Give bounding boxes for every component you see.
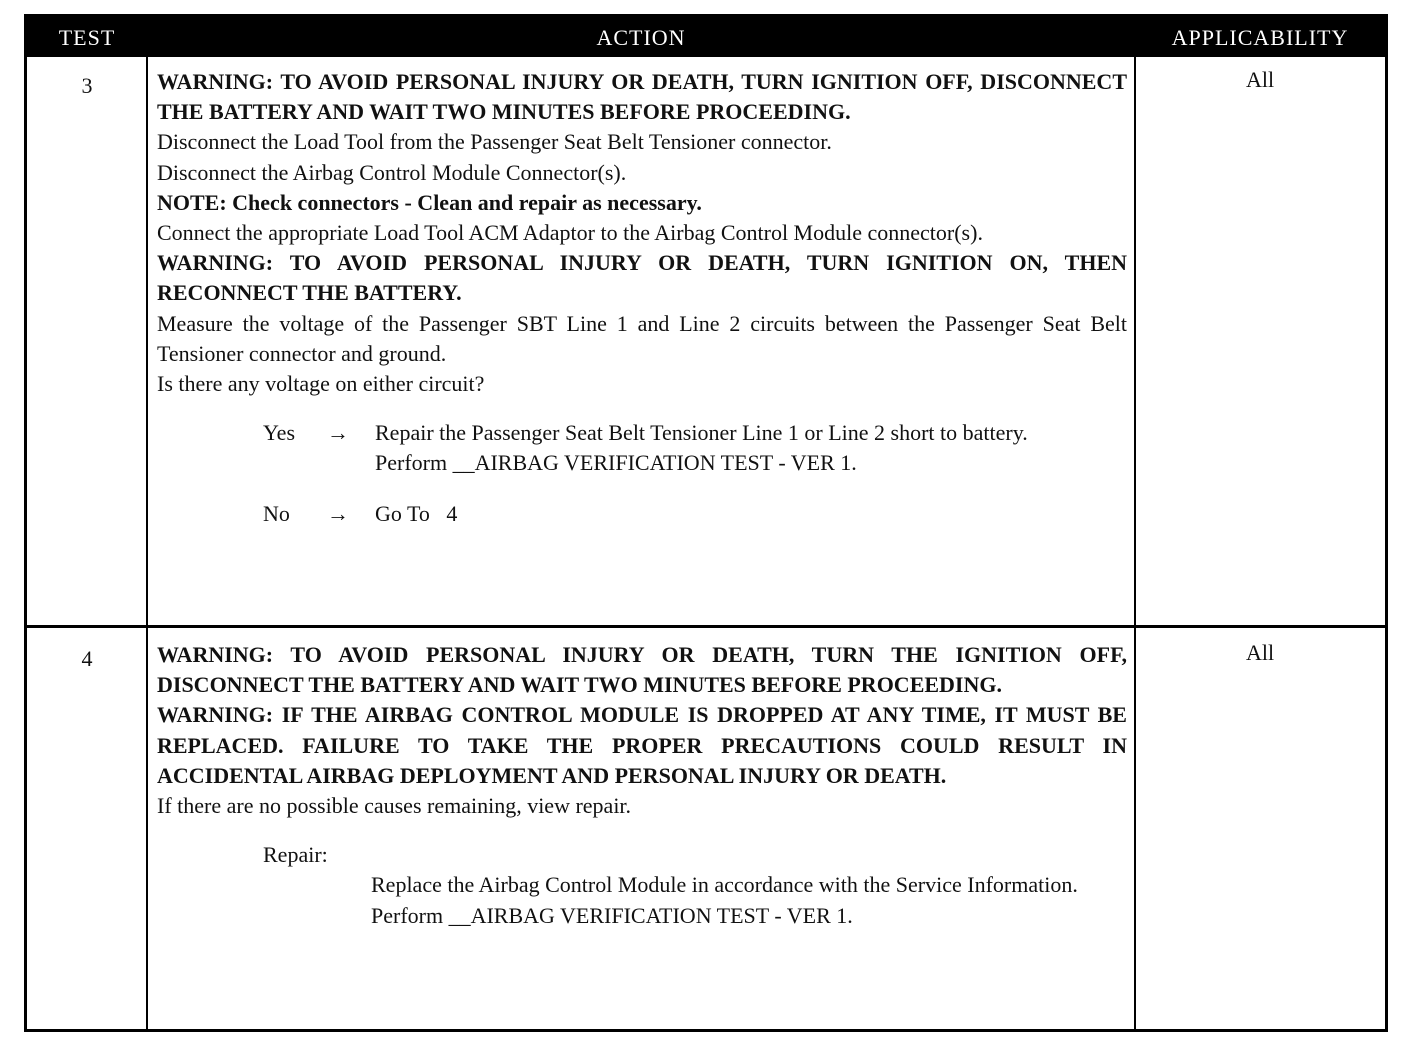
action-step: Disconnect the Airbag Control Module Connector(s). [157, 159, 627, 185]
applicability: All [1245, 67, 1275, 92]
right-arrow-icon: → [327, 420, 349, 446]
action-cell [157, 640, 1127, 931]
diagnostic-table [24, 14, 1388, 1032]
table-header [27, 17, 1385, 57]
question-text: Is there any voltage on either circuit? [157, 371, 485, 397]
action-step: Disconnect the Load Tool from the Passenger Seat Belt Tensioner connector. [157, 129, 832, 155]
header-applicability: APPLICABILITY [1171, 25, 1349, 50]
repair-action: Replace the Airbag Control Module in accordance with the Service Information. [371, 872, 1078, 898]
table-row [27, 57, 1385, 627]
action-step: If there are no possible causes remaining, view repair. [157, 793, 632, 819]
action-step: Connect the appropriate Load Tool ACM Adaptor to the Airbag Control Module connector(s). [157, 220, 983, 246]
header-action: ACTION [596, 25, 686, 50]
warning-text: WARNING: TO AVOID PERSONAL INJURY OR DEATH, TURN IGNITION ON, THEN RECONNECT THE BATTERY. [157, 250, 1127, 306]
repair-perform: Perform __AIRBAG VERIFICATION TEST - VER 1. [371, 902, 853, 928]
header-test: TEST [58, 25, 116, 50]
test-number: 3 [81, 73, 93, 98]
yes-label: Yes [263, 420, 296, 446]
warning-text: WARNING: IF THE AIRBAG CONTROL MODULE IS DROPPED AT ANY TIME, IT MUST BE REPLACED. FAILURE TO TAKE THE PROPER PRECAUTIONS COULD RESULT IN ACCIDENTAL AIRBAG DEPLOYMENT AND PERSONAL INJURY OR DEATH. [157, 702, 1127, 788]
applicability: All [1245, 640, 1275, 665]
row-divider [27, 625, 1385, 628]
repair-instructions [371, 870, 1127, 930]
no-action: Go To 4 [375, 500, 458, 526]
warning-text: WARNING: TO AVOID PERSONAL INJURY OR DEATH, TURN IGNITION OFF, DISCONNECT THE BATTERY AND WAIT TWO MINUTES BEFORE PROCEEDING. [157, 69, 1127, 125]
right-arrow-icon: → [327, 500, 349, 526]
yes-perform: Perform __AIRBAG VERIFICATION TEST - VER 1. [375, 450, 857, 476]
warning-text: WARNING: TO AVOID PERSONAL INJURY OR DEATH, TURN THE IGNITION OFF, DISCONNECT THE BATTERY AND WAIT TWO MINUTES BEFORE PROCEEDING. [157, 642, 1127, 698]
note-text: NOTE: Check connectors - Clean and repair as necessary. [157, 189, 702, 215]
action-step: Measure the voltage of the Passenger SBT Line 1 and Line 2 circuits between the Passenger Seat Belt Tensioner connector and ground. [157, 310, 1127, 366]
test-number: 4 [81, 646, 93, 671]
table-row [27, 630, 1385, 1030]
action-cell [157, 67, 1127, 529]
result-yes [263, 418, 1127, 478]
repair-label: Repair: [263, 842, 328, 868]
result-no [263, 499, 1127, 529]
no-label: No [263, 500, 290, 526]
yes-action: Repair the Passenger Seat Belt Tensioner Line 1 or Line 2 short to battery. [375, 420, 1028, 446]
